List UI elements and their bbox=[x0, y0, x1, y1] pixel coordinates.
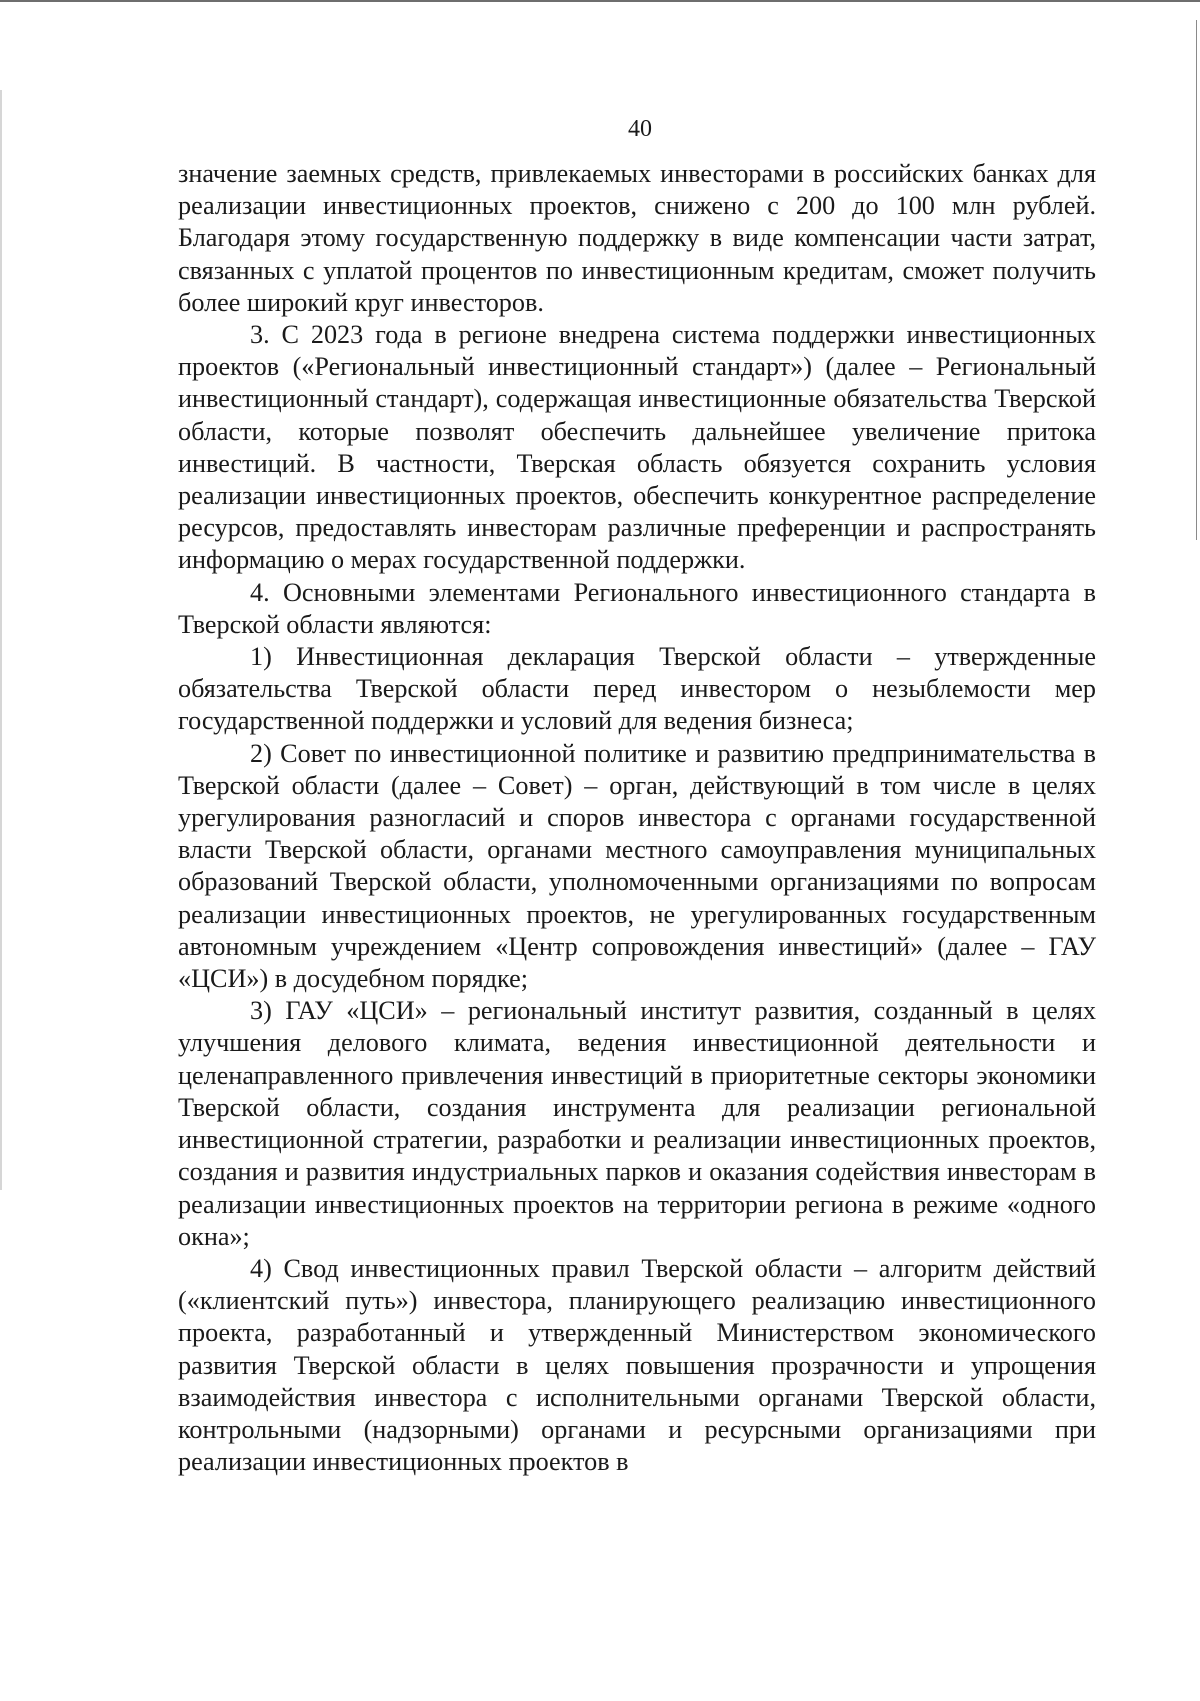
paragraph-item-4: 4. Основными элементами Регионального инвестиционного стандарта в Тверской области являются: bbox=[178, 577, 1096, 639]
list-item-1: 1) Инвестиционная декларация Тверской области – утвержденные обязательства Тверской области перед инвестором о незыблемости мер государственной поддержки и условий для ведения бизнеса; bbox=[178, 642, 1096, 736]
document-body bbox=[178, 158, 1096, 1478]
paragraph-continuation: значение заемных средств, привлекаемых инвесторами в российских банках для реализации инвестиционных проектов, снижено с 200 до 100 млн рублей. Благодаря этому государственную поддержку в виде компенсации части затрат, связанных с уплатой процентов по инвестиционным кредитам, сможет получить более широкий круг инвесторов. bbox=[178, 159, 1096, 317]
scan-edge-right bbox=[1196, 20, 1197, 540]
list-item-3: 3) ГАУ «ЦСИ» – региональный институт развития, созданный в целях улучшения делового климата, ведения инвестиционной деятельности и целенаправленного привлечения инвестиций в приоритетные секторы экономики Тверской области, создания инструмента для реализации региональной инвестиционной стратегии, разработки и реализации инвестиционных проектов, создания и развития индустриальных парков и оказания содействия инвесторам в реализации инвестиционных проектов на территории региона в режиме «одного окна»; bbox=[178, 996, 1096, 1251]
paragraph-item-3: 3. С 2023 года в регионе внедрена система поддержки инвестиционных проектов («Региональный инвестиционный стандарт») (далее – Региональный инвестиционный стандарт), содержащая инвестиционные обязательства Тверской области, которые позволят обеспечить дальнейшее увеличение притока инвестиций. В частности, Тверская область обязуется сохранить условия реализации инвестиционных проектов, обеспечить конкурентное распределение ресурсов, предоставлять инвесторам различные преференции и распространять информацию о мерах государственной поддержки. bbox=[178, 320, 1096, 575]
page-number: 40 bbox=[628, 116, 652, 142]
scan-edge-left bbox=[0, 90, 2, 1190]
scan-edge-top bbox=[0, 0, 1200, 2]
list-item-4: 4) Свод инвестиционных правил Тверской области – алгоритм действий («клиентский путь») инвестора, планирующего реализацию инвестиционного проекта, разработанный и утвержденный Министерством экономического развития Тверской области в целях повышения прозрачности и упрощения взаимодействия инвестора с исполнительными органами Тверской области, контрольными (надзорными) органами и ресурсными организациями при реализации инвестиционных проектов в bbox=[178, 1253, 1096, 1477]
list-item-2: 2) Совет по инвестиционной политике и развитию предпринимательства в Тверской области (далее – Совет) – орган, действующий в том числе в целях урегулирования разногласий и споров инвестора с органами государственной власти Тверской области, органами местного самоуправления муниципальных образований Тверской области, уполномоченными организациями по вопросам реализации инвестиционных проектов, не урегулированных государственным автономным учреждением «Центр сопровождения инвестиций» (далее – ГАУ «ЦСИ») в досудебном порядке; bbox=[178, 738, 1096, 994]
